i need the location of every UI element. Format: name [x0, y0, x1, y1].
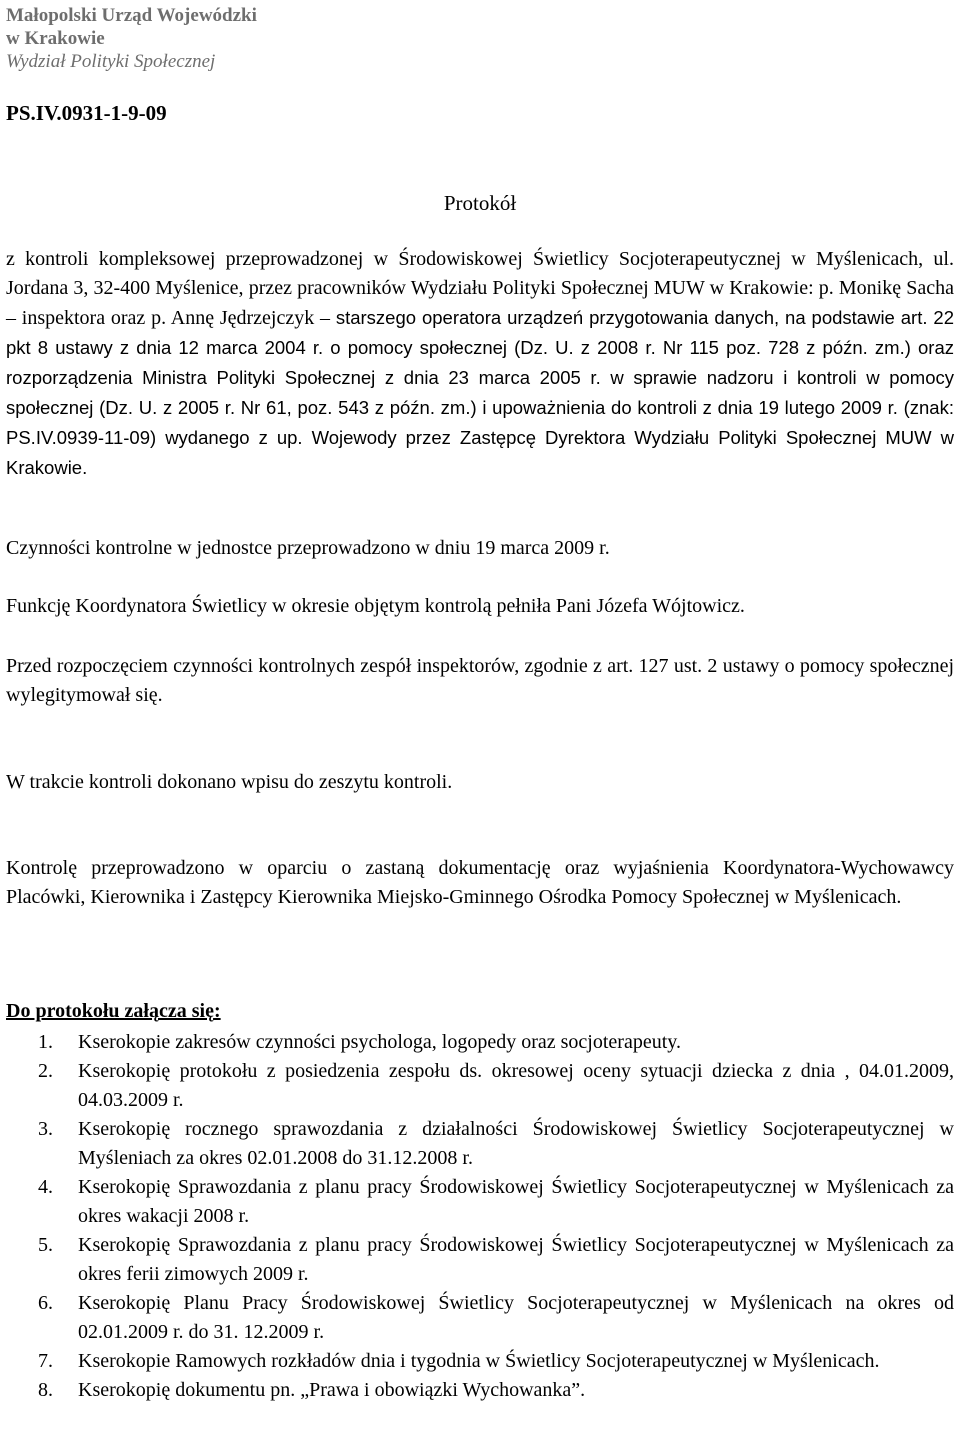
date-paragraph: Czynności kontrolne w jednostce przeprowadzono w dniu 19 marca 2009 r. — [6, 537, 610, 559]
reference-number: PS.IV.0931-1-9-09 — [6, 101, 167, 125]
list-item-number: 6. — [38, 1292, 53, 1314]
list-item-number: 8. — [38, 1379, 53, 1401]
annex-heading-text: Do protokołu załącza się — [6, 1000, 214, 1022]
list-item-number: 5. — [38, 1234, 53, 1256]
list-item-number: 1. — [38, 1031, 53, 1053]
list-item-text: Kserokopie zakresów czynności psychologa, logopedy oraz socjoterapeuty. — [78, 1031, 681, 1053]
list-item-number: 2. — [38, 1060, 53, 1082]
list-item-number: 7. — [38, 1350, 53, 1372]
list-item — [0, 1028, 954, 1057]
intro-text-part1: z kontroli kompleksowej przeprowadzonej w Środowiskowej Świetlicy Socjoterapeutycznej w Myślenicach, ul. Jordana 3, 32-400 Myślenice, przez pracowników Wydziału Polityki Społecznej MUW w Krakowie: p. Monikę Sacha – inspektora oraz p. Annę Jędrzejczyk – — [6, 248, 954, 329]
list-item-text: Kserokopię protokołu z posiedzenia zespołu ds. okresowej oceny sytuacji dziecka z dnia , 04.01.2009, 04.03.2009 r. — [78, 1060, 954, 1111]
institution-city: w Krakowie — [6, 28, 105, 49]
list-item-text: Kserokopię dokumentu pn. „Prawa i obowiązki Wychowanka”. — [78, 1379, 586, 1401]
entry-paragraph: W trakcie kontroli dokonano wpisu do zeszytu kontroli. — [6, 771, 453, 793]
list-item-number: 3. — [38, 1118, 53, 1140]
intro-paragraph — [6, 245, 954, 483]
list-item — [0, 1289, 954, 1347]
basis-paragraph: Kontrolę przeprowadzono w oparciu o zastaną dokumentację oraz wyjaśnienia Koordynatora-Wychowawcy Placówki, Kierownika i Zastępcy Kierownika Miejsko-Gminnego Ośrodka Pomocy Społecznej w Myślenicach. — [6, 857, 954, 908]
list-item-text: Kserokopię Sprawozdania z planu pracy Środowiskowej Świetlicy Socjoterapeutycznej w Myślenicach za okres wakacji 2008 r. — [78, 1176, 954, 1227]
list-item — [0, 1347, 954, 1376]
list-item — [0, 1173, 954, 1231]
list-item — [0, 1057, 954, 1115]
intro-text-part2: starszego operatora urządzeń przygotowania danych, na podstawie art. 22 pkt 8 ustawy z dnia 12 marca 2004 r. o pomocy społecznej (Dz. U. z 2008 r. Nr 115 poz. 728 z późn. zm.) oraz rozporządzenia Ministra Polityki Społecznej z dnia 23 marca 2005 r. w sprawie nadzoru i kontroli w pomocy społecznej (Dz. U. z 2005 r. Nr 61, poz. 543 z późn. zm.) i upoważnienia do kontroli z dnia 19 lutego 2009 r. (znak: PS.IV.0939-11-09) wydanego z up. Wojewody przez Zastępcę Dyrektora Wydziału Polityki Społecznej MUW w Krakowie. — [6, 307, 955, 478]
document-title: Protokół — [443, 191, 517, 215]
list-item — [0, 1231, 954, 1289]
list-item-text: Kserokopie Ramowych rozkładów dnia i tygodnia w Świetlicy Socjoterapeutycznej w Myślenicach. — [78, 1350, 880, 1372]
legitimation-paragraph: Przed rozpoczęciem czynności kontrolnych zespół inspektorów, zgodnie z art. 127 ust. 2 ustawy o pomocy społecznej wylegitymował się. — [6, 655, 954, 706]
list-item-text: Kserokopię Planu Pracy Środowiskowej Świetlicy Socjoterapeutycznej w Myślenicach na okres od 02.01.2009 r. do 31. 12.2009 r. — [78, 1292, 954, 1343]
list-item — [0, 1376, 954, 1405]
coordinator-paragraph: Funkcję Koordynatora Świetlicy w okresie objętym kontrolą pełniła Pani Józefa Wójtowicz. — [6, 595, 745, 617]
list-item-text: Kserokopię rocznego sprawozdania z działalności Środowiskowej Świetlicy Socjoterapeutycznej w Myśleniach za okres 02.01.2008 do 31.12.2008 r. — [78, 1118, 954, 1169]
list-item-number: 4. — [38, 1176, 53, 1198]
list-item — [0, 1115, 954, 1173]
letterhead — [6, 4, 257, 73]
annex-heading-colon: : — [213, 1000, 221, 1022]
institution-name: Małopolski Urząd Wojewódzki — [6, 5, 257, 26]
list-item-text: Kserokopię Sprawozdania z planu pracy Środowiskowej Świetlicy Socjoterapeutycznej w Myślenicach za okres ferii zimowych 2009 r. — [78, 1234, 954, 1285]
annex-list — [0, 1028, 960, 1405]
annex-heading — [6, 1000, 221, 1023]
department-name: Wydział Polityki Społecznej — [6, 51, 216, 72]
